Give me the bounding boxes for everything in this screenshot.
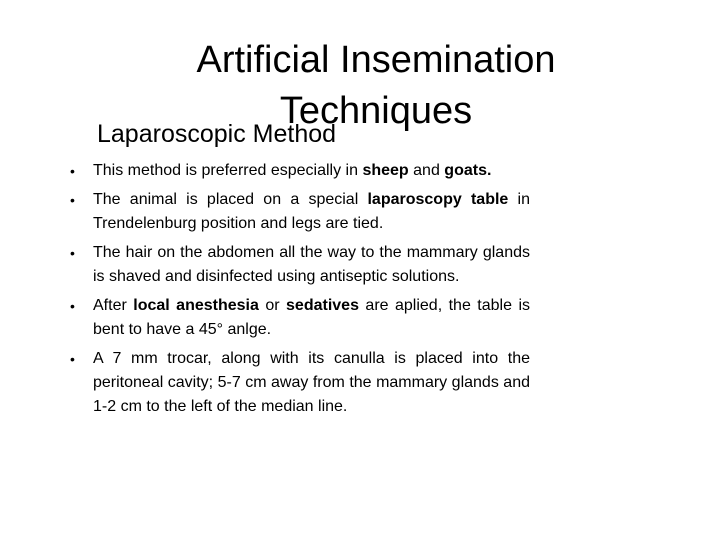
bullet-dot-icon: • bbox=[70, 298, 75, 314]
bullet-text-bold: sheep bbox=[362, 162, 409, 179]
bullet-text-bold: local anesthesia bbox=[133, 297, 259, 314]
slide-subtitle: Laparoscopic Method bbox=[97, 120, 337, 148]
bullet-text-segment: and bbox=[408, 162, 445, 179]
bullet-text-segment: The animal is placed on a special bbox=[93, 191, 368, 208]
bullet-list bbox=[0, 159, 720, 424]
bullet-item bbox=[0, 294, 530, 342]
bullet-text-bold: laparoscopy table bbox=[367, 191, 509, 208]
bullet-text-segment: After bbox=[93, 297, 134, 314]
bullet-item bbox=[0, 159, 530, 183]
bullet-item bbox=[0, 188, 530, 236]
bullet-text-segment: The hair on the abdomen all the way to the mammary glands is shaved and disinfected using antiseptic solutions. bbox=[93, 244, 530, 285]
bullet-text-bold: sedatives bbox=[286, 297, 359, 314]
bullet-item bbox=[0, 347, 530, 419]
bullet-text-segment: are aplied, the table is bent to have a 45° anlge. bbox=[93, 297, 531, 338]
bullet-text-segment: or bbox=[258, 297, 287, 314]
bullet-dot-icon: • bbox=[70, 192, 75, 208]
slide-title-line-2: Techniques bbox=[279, 90, 473, 132]
bullet-item bbox=[0, 241, 530, 289]
bullet-dot-icon: • bbox=[70, 163, 75, 179]
bullet-text-segment: A 7 mm trocar, along with its canulla is placed into the peritoneal cavity; 5-7 cm away from the mammary glands and 1-2 cm to the left of the median line. bbox=[93, 350, 530, 415]
bullet-text-bold: goats. bbox=[444, 162, 492, 179]
slide-title-line-1: Artificial Insemination bbox=[196, 39, 556, 81]
bullet-dot-icon: • bbox=[70, 245, 75, 261]
bullet-dot-icon: • bbox=[70, 351, 75, 367]
bullet-text-segment: This method is preferred especially in bbox=[93, 162, 363, 179]
bullet-text-segment: in Trendelenburg position and legs are tied. bbox=[93, 191, 530, 232]
